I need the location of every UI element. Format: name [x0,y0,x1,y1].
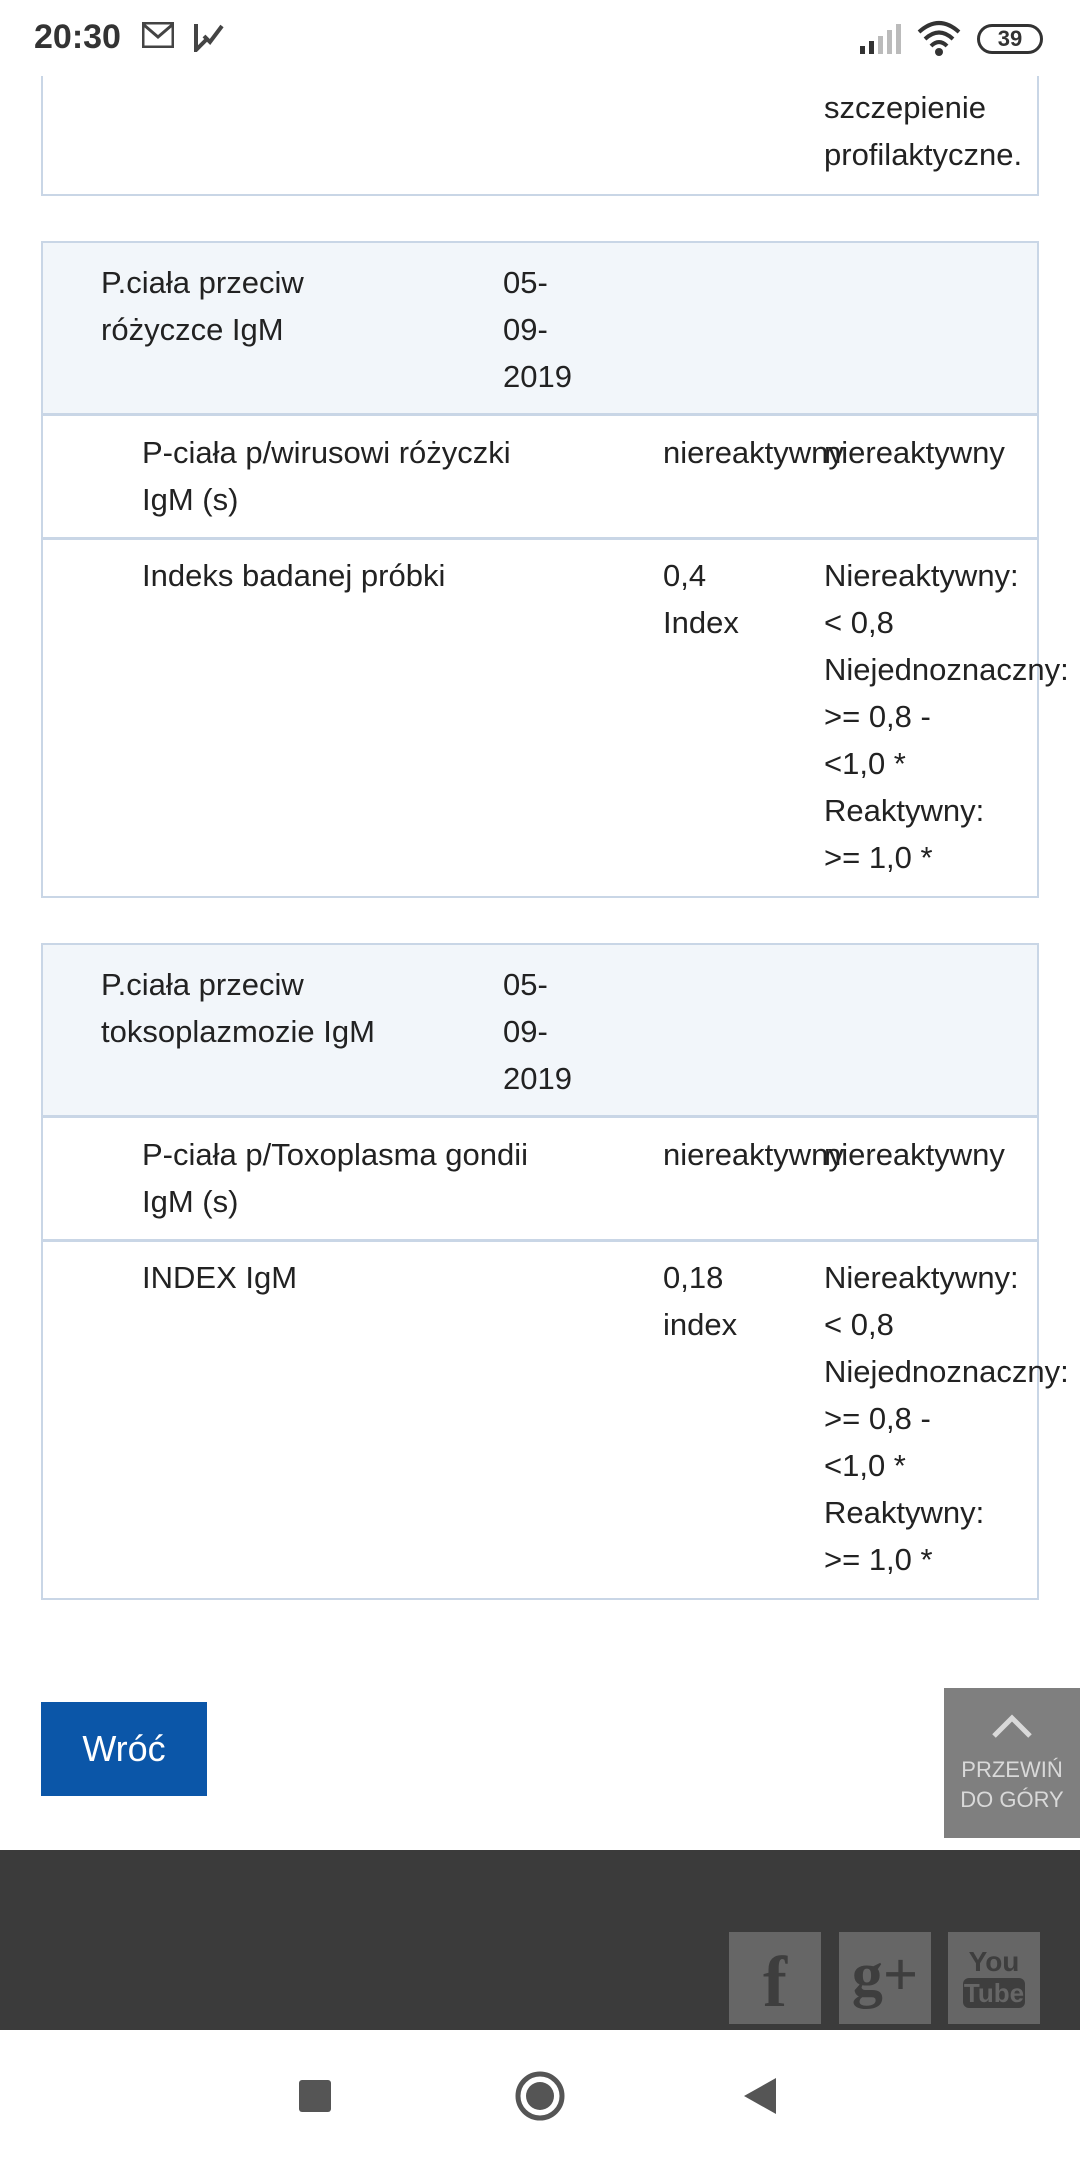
toxo-param-name-line-1: P-ciała p/Toxoplasma gondii [142,1137,528,1172]
youtube-icon-text-2: Tube [963,1978,1025,2008]
rubella-norm-line: Reaktywny: [824,793,985,828]
rubella-norm-line: Niejednoznaczny: [824,652,1069,687]
rubella-test-name-line-2: różyczce IgM [101,312,284,347]
google-plus-button[interactable] [839,1932,931,2024]
rubella-norm-line: Niereaktywny: [824,558,1019,593]
toxo-result-row [43,1118,1037,1239]
toxo-date-line-1: 05- [503,967,548,1002]
toxo-date-line-3: 2019 [503,1061,572,1096]
rubella-param-name-line-2: IgM (s) [142,482,239,517]
back-button[interactable]: Wróć [41,1702,207,1796]
rubella-test-name-line-1: P.ciała przeciw [101,265,304,300]
toxo-result-value: niereaktywny [663,1137,844,1172]
rubella-result-row [43,416,1037,537]
gmail-icon [142,22,174,48]
rubella-result-value: niereaktywny [663,435,844,470]
toxo-norm-line: < 0,8 [824,1307,894,1342]
scroll-to-top-label-1: PRZEWIŃ [961,1757,1063,1782]
toxo-norm-line: <1,0 * [824,1448,906,1483]
signal-icon [858,24,902,54]
chevron-up-icon [990,1712,1034,1742]
rubella-date-line-1: 05- [503,265,548,300]
rubella-index-unit: Index [663,605,739,640]
toxo-norm-line: Niejednoznaczny: [824,1354,1069,1389]
toxoplasmosis-igm-block [41,943,1069,1600]
previous-result-block [41,76,1039,196]
toxo-index-unit: index [663,1307,738,1342]
rubella-index-value: 0,4 [663,558,707,593]
facebook-icon: f [763,1942,787,2022]
rubella-date-line-2: 09- [503,312,548,347]
google-plus-icon: g+ [851,1941,919,2009]
rubella-norm-line: < 0,8 [824,605,894,640]
toxo-index-value: 0,18 [663,1260,724,1295]
wifi-icon [916,20,962,56]
toxo-norm-line: >= 1,0 * [824,1542,933,1577]
back-icon[interactable] [742,2076,778,2116]
toxo-param-name-line-2: IgM (s) [142,1184,239,1219]
scroll-to-top-button[interactable] [944,1688,1080,1838]
youtube-icon-text-1: You [968,1946,1020,1977]
toxo-index-row [43,1242,1069,1598]
status-bar [0,0,1080,76]
notification-check-icon [192,22,224,52]
toxo-norm-line: Reaktywny: [824,1495,985,1530]
scroll-to-top-label-2: DO GÓRY [960,1787,1064,1812]
toxo-header-row [43,945,1037,1115]
rubella-date-line-3: 2019 [503,359,572,394]
android-navigation-bar [0,2030,1080,2160]
toxo-norm-line: >= 0,8 - [824,1401,931,1436]
toxo-result-norm: niereaktywny [824,1137,1005,1172]
rubella-index-row [43,540,1069,896]
toxo-norm-line: Niereaktywny: [824,1260,1019,1295]
previous-norm-line-2: profilaktyczne. [824,137,1023,172]
previous-norm-line-1: szczepienie [824,90,986,125]
rubella-header-row [43,243,1037,413]
youtube-button[interactable] [948,1932,1040,2024]
facebook-button[interactable] [729,1932,821,2024]
rubella-result-norm: niereaktywny [824,435,1005,470]
recent-apps-icon[interactable] [298,2079,332,2113]
home-icon[interactable] [514,2070,566,2122]
rubella-param-name-line-1: P-ciała p/wirusowi różyczki [142,435,511,470]
toxo-test-name-line-1: P.ciała przeciw [101,967,304,1002]
rubella-igm-block [41,241,1069,898]
toxo-date-line-2: 09- [503,1014,548,1049]
rubella-norm-line: >= 1,0 * [824,840,933,875]
status-time: 20:30 [34,18,121,56]
battery-indicator: 39 [977,24,1043,54]
toxo-test-name-line-2: toksoplazmozie IgM [101,1014,375,1049]
rubella-norm-line: <1,0 * [824,746,906,781]
toxo-index-name: INDEX IgM [142,1260,298,1295]
rubella-norm-line: >= 0,8 - [824,699,931,734]
rubella-index-name: Indeks badanej próbki [142,558,446,593]
